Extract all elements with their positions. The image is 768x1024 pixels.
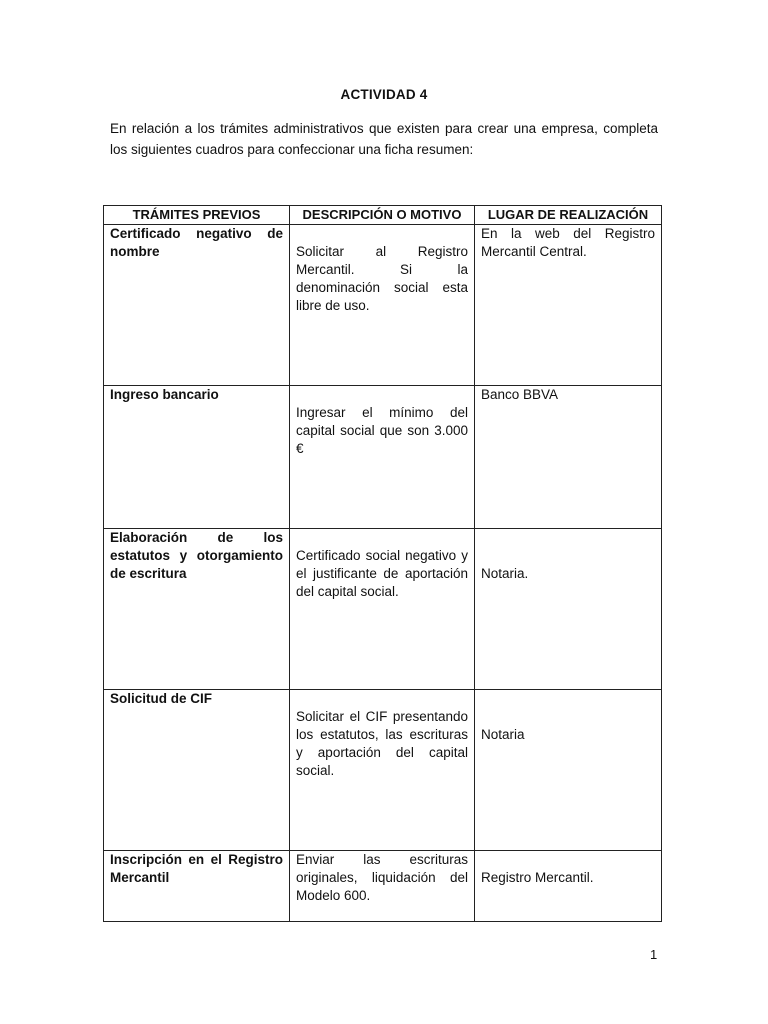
lugar-text: Notaria. <box>481 566 529 581</box>
lugar-cell <box>475 529 662 690</box>
table-row <box>104 225 662 386</box>
tramite-cell: Elaboración de los estatutos y otorgamiento de escritura <box>104 529 290 690</box>
descripcion-cell: Enviar las escrituras originales, liquidación del Modelo 600. <box>290 851 475 922</box>
descripcion-text: Solicitar al Registro Mercantil. Si la denominación social esta libre de uso. <box>296 244 468 313</box>
header-lugar: LUGAR DE REALIZACIÓN <box>475 206 662 225</box>
tramites-table <box>103 205 662 922</box>
lugar-cell <box>475 690 662 851</box>
descripcion-text: Certificado social negativo y el justificante de aportación del capital social. <box>296 548 468 599</box>
tramite-cell: Inscripción en el Registro Mercantil <box>104 851 290 922</box>
table-row <box>104 851 662 922</box>
table-row <box>104 690 662 851</box>
tramite-cell: Certificado negativo de nombre <box>104 225 290 386</box>
header-descripcion: DESCRIPCIÓN O MOTIVO <box>290 206 475 225</box>
tramite-cell: Ingreso bancario <box>104 386 290 529</box>
lugar-cell: Banco BBVA <box>475 386 662 529</box>
descripcion-cell <box>290 225 475 386</box>
descripcion-cell <box>290 690 475 851</box>
descripcion-text: Ingresar el mínimo del capital social que son 3.000 € <box>296 405 468 456</box>
lugar-cell: En la web del Registro Mercantil Central. <box>475 225 662 386</box>
page-number: 1 <box>650 947 658 962</box>
header-tramites: TRÁMITES PREVIOS <box>104 206 290 225</box>
descripcion-cell <box>290 529 475 690</box>
lugar-text: Notaria <box>481 727 525 742</box>
table-row <box>104 386 662 529</box>
table-row <box>104 529 662 690</box>
tramite-cell: Solicitud de CIF <box>104 690 290 851</box>
lugar-cell <box>475 851 662 922</box>
intro-paragraph: En relación a los trámites administrativos que existen para crear una empresa, completa los siguientes cuadros para confeccionar una ficha resumen: <box>110 121 658 157</box>
table-header-row <box>104 206 662 225</box>
page-title: ACTIVIDAD 4 <box>340 87 428 102</box>
descripcion-cell <box>290 386 475 529</box>
descripcion-text: Solicitar el CIF presentando los estatutos, las escrituras y aportación del capital social. <box>296 709 468 778</box>
lugar-text: Registro Mercantil. <box>481 870 594 885</box>
